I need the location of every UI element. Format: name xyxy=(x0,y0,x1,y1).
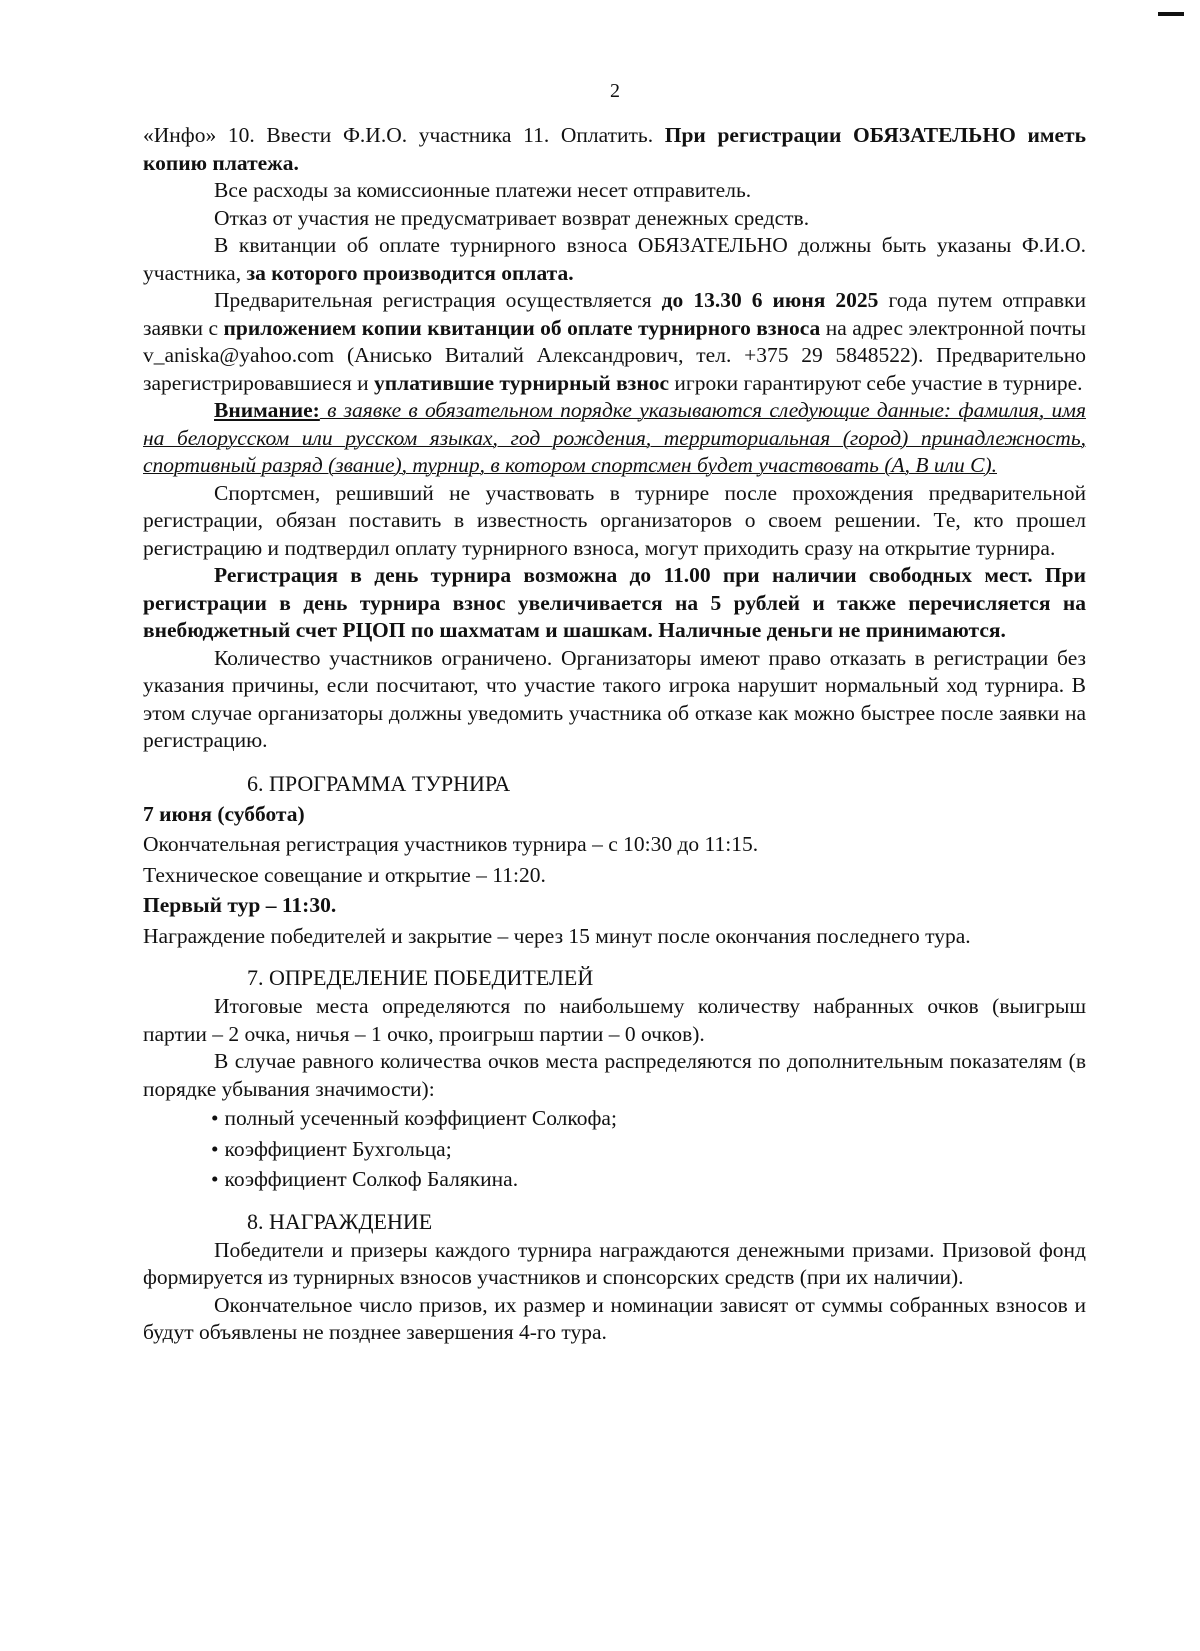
prereg-text-3: на адрес электронной почты v_aniska@yahoo.com (Анисько Виталий Александрович, тел. +375 29 5848522). Предварительно зарегистрировавшиеся и xyxy=(143,315,1086,395)
registration-steps-bold: При регистрации ОБЯЗАТЕЛЬНО иметь копию платежа. xyxy=(143,123,1086,175)
registration-steps xyxy=(143,122,1086,177)
awards-paragraph-1: Победители и призеры каждого турнира награждаются денежными призами. Призовой фонд формируется из турнирных взносов участников и спонсорских средств (при их наличии). xyxy=(143,1237,1086,1289)
prereg-deadline: до 13.30 6 июня 2025 xyxy=(661,288,879,312)
bullet-icon: • xyxy=(211,1106,219,1130)
winners-paragraph-1: Итоговые места определяются по наибольшему количеству набранных очков (выигрыш партии – 2 очка, ничья – 1 очко, проигрыш партии – 0 очков). xyxy=(143,994,1086,1046)
document-body xyxy=(143,122,1086,1347)
receipt-paragraph xyxy=(143,232,1086,287)
preregistration-paragraph xyxy=(143,287,1086,397)
tiebreak-list xyxy=(143,1103,1086,1195)
list-item-text: полный усеченный коэффициент Солкофа; xyxy=(224,1106,617,1130)
section-7-heading: 7. ОПРЕДЕЛЕНИЕ ПОБЕДИТЕЛЕЙ xyxy=(247,965,594,990)
prereg-text-1: Предварительная регистрация осуществляется xyxy=(214,288,662,312)
program-first-round xyxy=(143,890,1086,921)
attention-text: в заявке в обязательном порядке указываются следующие данные: фамилия, имя на белорусском или русском языках, год рождения, территориальная (город) принадлежность, спортивный разряд (звание), турнир, в котором спортсмен будет участвовать (А, В или С). xyxy=(143,398,1086,477)
prereg-text-2: года путем отправки заявки с xyxy=(143,288,1086,340)
scan-edge-mark xyxy=(1158,12,1184,16)
list-item-text: коэффициент Солкоф Балякина. xyxy=(224,1167,519,1191)
attention-label: Внимание: xyxy=(214,398,320,422)
prereg-text-4: игроки гарантируют себе участие в турнире. xyxy=(669,370,1083,395)
registration-steps-text: «Инфо» 10. Ввести Ф.И.О. участника 11. Оплатить. xyxy=(143,123,665,147)
refund-paragraph: Отказ от участия не предусматривает возврат денежных средств. xyxy=(214,205,810,230)
prereg-attachment: приложением копии квитанции об оплате турнирного взноса xyxy=(223,315,821,340)
receipt-bold: за которого производится оплата. xyxy=(246,260,574,285)
section-8-heading: 8. НАГРАЖДЕНИЕ xyxy=(247,1208,433,1234)
attention-paragraph xyxy=(143,397,1086,480)
program-date-bold: 7 июня (суббота) xyxy=(143,801,305,826)
program-first-round-bold: Первый тур – 11:30. xyxy=(143,893,337,917)
withdraw-paragraph: Спортсмен, решивший не участвовать в турнире после прохождения предварительной регистрации, обязан поставить в известность организаторов о своем решении. Те, кто прошел регистрацию и подтвердил оплату турнирного взноса, могут приходить сразу на открытие турнира. xyxy=(143,480,1086,560)
day-registration-bold: Регистрация в день турнира возможна до 11.00 при наличии свободных мест. При регистрации в день турнира взнос увеличивается на 5 рублей и также перечисляется на внебюджетный счет РЦОП по шахматам и шашкам. Наличные деньги не принимаются. xyxy=(143,563,1086,642)
list-item xyxy=(211,1134,1086,1165)
list-item xyxy=(211,1103,1086,1134)
receipt-text: В квитанции об оплате турнирного взноса ОБЯЗАТЕЛЬНО должны быть указаны Ф.И.О. участника, xyxy=(143,233,1086,285)
winners-paragraph-2: В случае равного количества очков места распределяются по дополнительным показателям (в порядке убывания значимости): xyxy=(143,1049,1086,1101)
participant-limit-paragraph: Количество участников ограничено. Организаторы имеют право отказать в регистрации без указания причины, если посчитают, что участие такого игрока нарушит нормальный ход турнира. В этом случае организаторы должны уведомить участника об отказе как можно быстрее после заявки на регистрацию. xyxy=(143,645,1086,752)
program-date xyxy=(143,799,1086,830)
program-final-registration: Окончательная регистрация участников турнира – с 10:30 до 11:15. xyxy=(143,832,759,856)
awards-paragraph-2: Окончательное число призов, их размер и номинации зависят от суммы собранных взносов и будут объявлены не позднее завершения 4-го тура. xyxy=(143,1292,1086,1344)
bullet-icon: • xyxy=(211,1167,219,1191)
section-6-heading: 6. ПРОГРАММА ТУРНИРА xyxy=(247,770,511,796)
program-meeting: Техническое совещание и открытие – 11:20. xyxy=(143,862,546,887)
prereg-paid: уплатившие турнирный взнос xyxy=(374,370,669,395)
page-number: 2 xyxy=(610,80,620,102)
day-registration-paragraph xyxy=(143,562,1086,645)
fees-paragraph: Все расходы за комиссионные платежи несет отправитель. xyxy=(214,178,752,202)
list-item-text: коэффициент Бухгольца; xyxy=(224,1136,452,1161)
program-awards: Награждение победителей и закрытие – через 15 минут после окончания последнего тура. xyxy=(143,923,971,948)
list-item xyxy=(211,1164,1086,1195)
bullet-icon: • xyxy=(211,1136,219,1161)
